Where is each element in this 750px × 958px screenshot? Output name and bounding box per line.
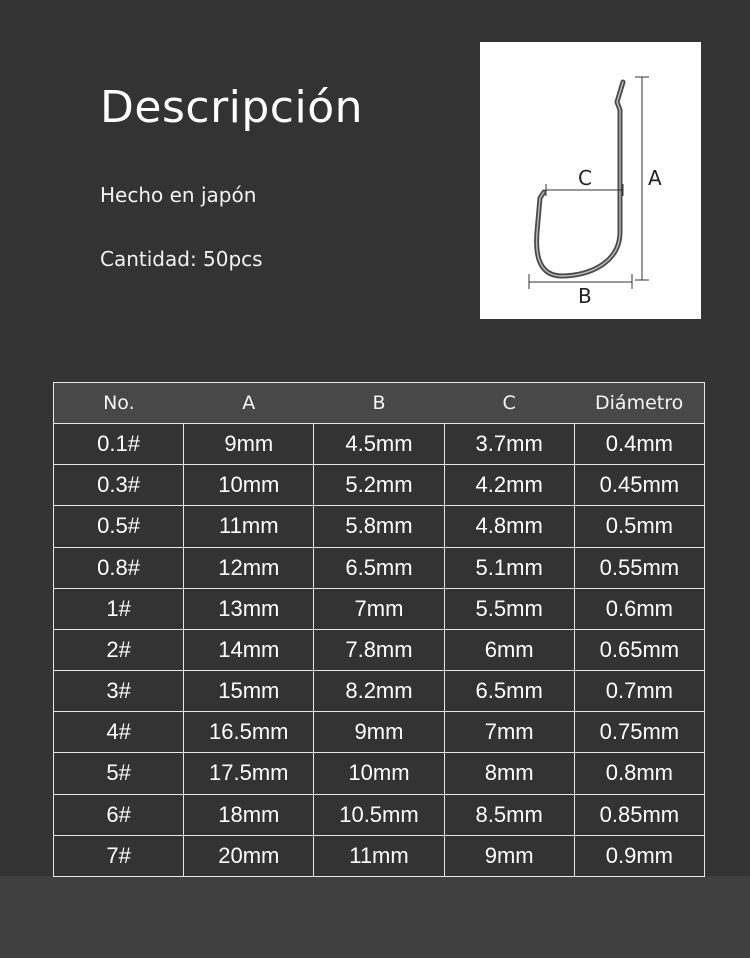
- cell-diameter: 0.75mm: [574, 712, 704, 753]
- cell-diameter: 0.7mm: [574, 671, 704, 712]
- cell-a: 12mm: [184, 547, 314, 588]
- cell-a: 13mm: [184, 588, 314, 629]
- cell-diameter: 0.9mm: [574, 835, 704, 876]
- hook-diagram: [480, 42, 701, 319]
- table-row: [54, 424, 705, 465]
- cell-a: 20mm: [184, 835, 314, 876]
- cell-a: 18mm: [184, 794, 314, 835]
- table-row: [54, 835, 705, 876]
- cell-no: 0.3#: [54, 465, 184, 506]
- table-row: [54, 671, 705, 712]
- cell-a: 14mm: [184, 629, 314, 670]
- cell-no: 1#: [54, 588, 184, 629]
- cell-c: 9mm: [444, 835, 574, 876]
- cell-c: 5.1mm: [444, 547, 574, 588]
- cell-diameter: 0.8mm: [574, 753, 704, 794]
- cell-b: 7.8mm: [314, 629, 444, 670]
- table-row: [54, 712, 705, 753]
- header-diameter: Diámetro: [574, 383, 704, 424]
- cell-c: 8mm: [444, 753, 574, 794]
- header-c: C: [444, 383, 574, 424]
- cell-a: 17.5mm: [184, 753, 314, 794]
- page-title: Descripción: [100, 82, 364, 133]
- cell-c: 6.5mm: [444, 671, 574, 712]
- cell-c: 5.5mm: [444, 588, 574, 629]
- quantity-text: Cantidad: 50pcs: [100, 247, 263, 271]
- cell-diameter: 0.5mm: [574, 506, 704, 547]
- cell-diameter: 0.65mm: [574, 629, 704, 670]
- label-b: B: [578, 284, 592, 308]
- table-row: [54, 588, 705, 629]
- header-no: No.: [54, 383, 184, 424]
- cell-diameter: 0.55mm: [574, 547, 704, 588]
- cell-a: 16.5mm: [184, 712, 314, 753]
- cell-b: 5.8mm: [314, 506, 444, 547]
- cell-no: 6#: [54, 794, 184, 835]
- header-b: B: [314, 383, 444, 424]
- label-c: C: [578, 166, 592, 190]
- cell-c: 7mm: [444, 712, 574, 753]
- cell-b: 10mm: [314, 753, 444, 794]
- cell-no: 7#: [54, 835, 184, 876]
- cell-no: 0.5#: [54, 506, 184, 547]
- table-header-row: [54, 383, 705, 424]
- label-a: A: [648, 166, 662, 190]
- cell-c: 6mm: [444, 629, 574, 670]
- cell-b: 11mm: [314, 835, 444, 876]
- header-a: A: [184, 383, 314, 424]
- cell-diameter: 0.45mm: [574, 465, 704, 506]
- cell-c: 4.8mm: [444, 506, 574, 547]
- table-row: [54, 629, 705, 670]
- cell-diameter: 0.4mm: [574, 424, 704, 465]
- table-row: [54, 547, 705, 588]
- cell-no: 5#: [54, 753, 184, 794]
- cell-b: 9mm: [314, 712, 444, 753]
- cell-c: 8.5mm: [444, 794, 574, 835]
- cell-b: 10.5mm: [314, 794, 444, 835]
- table-row: [54, 794, 705, 835]
- cell-c: 4.2mm: [444, 465, 574, 506]
- cell-no: 0.8#: [54, 547, 184, 588]
- cell-a: 10mm: [184, 465, 314, 506]
- cell-a: 15mm: [184, 671, 314, 712]
- cell-b: 7mm: [314, 588, 444, 629]
- bottom-band: [0, 876, 750, 958]
- origin-text: Hecho en japón: [100, 183, 257, 207]
- table-row: [54, 753, 705, 794]
- table-row: [54, 506, 705, 547]
- cell-no: 0.1#: [54, 424, 184, 465]
- specifications-table: [53, 382, 705, 877]
- cell-a: 11mm: [184, 506, 314, 547]
- cell-b: 4.5mm: [314, 424, 444, 465]
- table-row: [54, 465, 705, 506]
- cell-no: 3#: [54, 671, 184, 712]
- cell-b: 6.5mm: [314, 547, 444, 588]
- cell-b: 8.2mm: [314, 671, 444, 712]
- cell-a: 9mm: [184, 424, 314, 465]
- cell-diameter: 0.85mm: [574, 794, 704, 835]
- cell-no: 4#: [54, 712, 184, 753]
- cell-no: 2#: [54, 629, 184, 670]
- cell-b: 5.2mm: [314, 465, 444, 506]
- cell-c: 3.7mm: [444, 424, 574, 465]
- cell-diameter: 0.6mm: [574, 588, 704, 629]
